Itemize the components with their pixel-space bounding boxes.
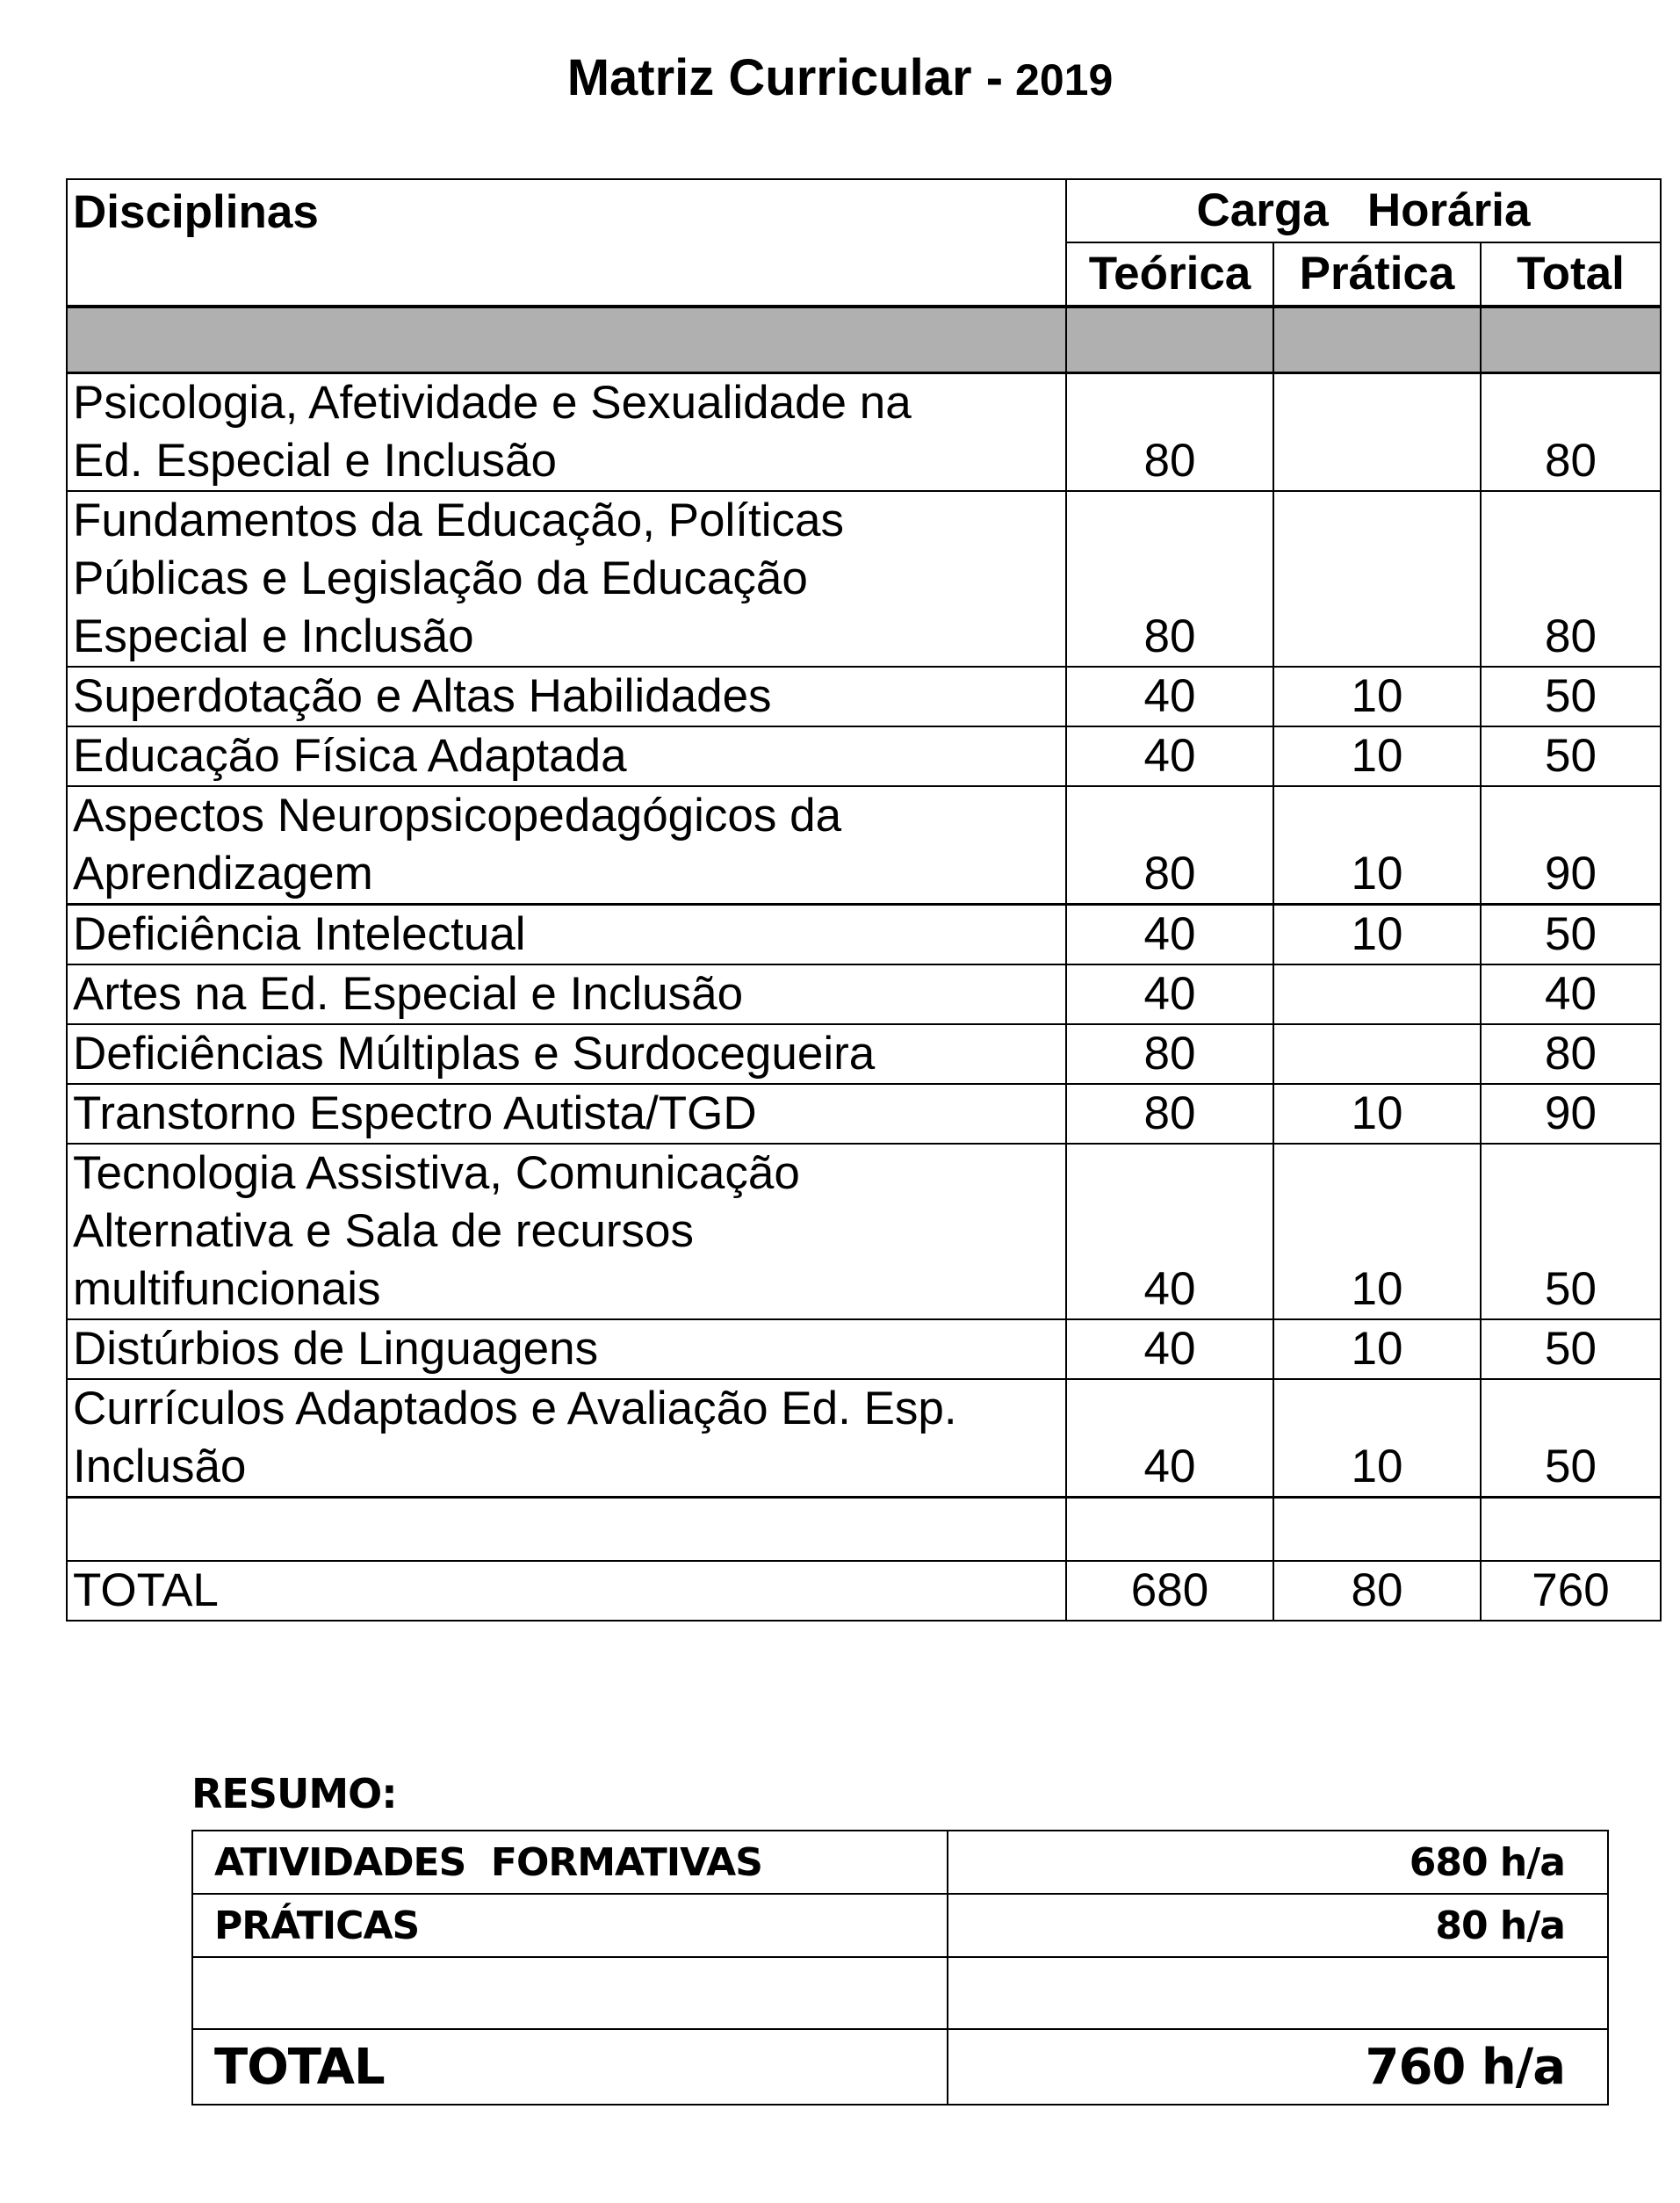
teorica-cell: 40 xyxy=(1066,1319,1273,1379)
table-row xyxy=(67,1024,1661,1084)
teorica-cell: 40 xyxy=(1066,1379,1273,1498)
pratica-cell: 10 xyxy=(1273,905,1481,965)
gray-cell xyxy=(1273,307,1481,373)
resumo-row xyxy=(192,1831,1608,1894)
resumo-row xyxy=(192,1894,1608,1957)
gray-cell xyxy=(1066,307,1273,373)
total-cell: 50 xyxy=(1481,1144,1661,1319)
resumo-empty-cell xyxy=(948,1957,1608,2029)
gray-cell xyxy=(1481,307,1661,373)
blank-cell xyxy=(1481,1498,1661,1562)
disciplina-line: Alternativa e Sala de recursos xyxy=(73,1205,695,1257)
resumo-empty-row xyxy=(192,1957,1608,2029)
table-row xyxy=(67,1319,1661,1379)
disciplina-cell xyxy=(67,1024,1066,1084)
pratica-cell xyxy=(1273,964,1481,1024)
teorica-cell: 40 xyxy=(1066,726,1273,786)
blank-cell xyxy=(1273,1498,1481,1562)
disciplina-line: Superdotação e Altas Habilidades xyxy=(73,670,772,722)
curriculum-table xyxy=(66,178,1662,1622)
title-year: 2019 xyxy=(1015,55,1114,105)
disciplina-line: Deficiências Múltiplas e Surdocegueira xyxy=(73,1028,876,1080)
teorica-cell: 80 xyxy=(1066,1084,1273,1144)
resumo-item-label: PRÁTICAS xyxy=(192,1894,948,1957)
pratica-cell xyxy=(1273,1024,1481,1084)
disciplina-line: Especial e Inclusão xyxy=(73,610,474,662)
total-cell: 50 xyxy=(1481,1319,1661,1379)
disciplina-cell xyxy=(67,491,1066,667)
disciplina-line: Fundamentos da Educação, Políticas xyxy=(73,495,844,546)
resumo-label: RESUMO: xyxy=(191,1770,397,1817)
disciplina-cell xyxy=(67,964,1066,1024)
total-label: TOTAL xyxy=(67,1561,1066,1621)
resumo-table xyxy=(191,1830,1609,2105)
disciplina-cell xyxy=(67,1379,1066,1498)
table-row xyxy=(67,491,1661,667)
header-row-top xyxy=(67,179,1661,242)
total-cell: 50 xyxy=(1481,1379,1661,1498)
blank-cell xyxy=(1066,1498,1273,1562)
pratica-cell: 10 xyxy=(1273,726,1481,786)
total-cell: 80 xyxy=(1481,373,1661,492)
total-pratica: 80 xyxy=(1273,1561,1481,1621)
total-cell: 90 xyxy=(1481,1084,1661,1144)
disciplina-line: Tecnologia Assistiva, Comunicação xyxy=(73,1147,800,1199)
teorica-cell: 80 xyxy=(1066,373,1273,492)
header-pratica: Prática xyxy=(1273,242,1481,307)
pratica-cell xyxy=(1273,373,1481,492)
table-row xyxy=(67,1379,1661,1498)
disciplina-cell xyxy=(67,905,1066,965)
teorica-cell: 40 xyxy=(1066,964,1273,1024)
disciplina-cell xyxy=(67,667,1066,726)
total-total: 760 xyxy=(1481,1561,1661,1621)
blank-cell xyxy=(67,1498,1066,1562)
table-row xyxy=(67,964,1661,1024)
header-teorica: Teórica xyxy=(1066,242,1273,307)
pratica-cell: 10 xyxy=(1273,1144,1481,1319)
disciplina-line: Educação Física Adaptada xyxy=(73,730,627,782)
pratica-cell xyxy=(1273,491,1481,667)
disciplina-cell xyxy=(67,1144,1066,1319)
teorica-cell: 40 xyxy=(1066,905,1273,965)
header-disciplinas: Disciplinas xyxy=(67,179,1066,307)
table-row xyxy=(67,1144,1661,1319)
title-text: Matriz Curricular - xyxy=(566,49,1004,106)
pratica-cell: 10 xyxy=(1273,1084,1481,1144)
disciplina-line: Artes na Ed. Especial e Inclusão xyxy=(73,968,744,1020)
teorica-cell: 80 xyxy=(1066,491,1273,667)
resumo-item-value: 680 h/a xyxy=(948,1831,1608,1894)
page-title xyxy=(0,48,1680,107)
disciplina-cell xyxy=(67,1084,1066,1144)
disciplina-line: Públicas e Legislação da Educação xyxy=(73,553,808,604)
teorica-cell: 80 xyxy=(1066,1024,1273,1084)
total-cell: 50 xyxy=(1481,726,1661,786)
disciplina-line: Deficiência Intelectual xyxy=(73,908,526,960)
total-cell: 80 xyxy=(1481,1024,1661,1084)
total-teorica: 680 xyxy=(1066,1561,1273,1621)
total-row xyxy=(67,1561,1661,1621)
disciplina-line: Inclusão xyxy=(73,1441,247,1492)
disciplina-line: Distúrbios de Linguagens xyxy=(73,1323,599,1375)
pratica-cell: 10 xyxy=(1273,1319,1481,1379)
pratica-cell: 10 xyxy=(1273,1379,1481,1498)
disciplina-line: Currículos Adaptados e Avaliação Ed. Esp. xyxy=(73,1383,957,1434)
table-row xyxy=(67,726,1661,786)
teorica-cell: 40 xyxy=(1066,667,1273,726)
disciplina-cell xyxy=(67,1319,1066,1379)
total-cell: 50 xyxy=(1481,667,1661,726)
disciplina-cell xyxy=(67,373,1066,492)
gray-separator-row xyxy=(67,307,1661,373)
header-total: Total xyxy=(1481,242,1661,307)
disciplina-cell xyxy=(67,786,1066,905)
total-cell: 40 xyxy=(1481,964,1661,1024)
teorica-cell: 40 xyxy=(1066,1144,1273,1319)
resumo-total-row xyxy=(192,2029,1608,2105)
blank-row xyxy=(67,1498,1661,1562)
disciplina-line: Aprendizagem xyxy=(73,848,373,899)
total-cell: 80 xyxy=(1481,491,1661,667)
resumo-empty-cell xyxy=(192,1957,948,2029)
disciplina-line: Aspectos Neuropsicopedagógicos da xyxy=(73,790,842,841)
disciplina-cell xyxy=(67,726,1066,786)
table-row xyxy=(67,1084,1661,1144)
resumo-item-label: ATIVIDADES FORMATIVAS xyxy=(192,1831,948,1894)
resumo-total-value: 760 h/a xyxy=(948,2029,1608,2105)
disciplina-line: Ed. Especial e Inclusão xyxy=(73,435,557,487)
table-row xyxy=(67,373,1661,492)
teorica-cell: 80 xyxy=(1066,786,1273,905)
pratica-cell: 10 xyxy=(1273,786,1481,905)
table-row xyxy=(67,905,1661,965)
total-cell: 90 xyxy=(1481,786,1661,905)
disciplina-line: multifuncionais xyxy=(73,1263,381,1315)
header-carga-horaria: Carga Horária xyxy=(1066,179,1661,242)
resumo-total-label: TOTAL xyxy=(192,2029,948,2105)
resumo-item-value: 80 h/a xyxy=(948,1894,1608,1957)
gray-cell xyxy=(67,307,1066,373)
disciplina-line: Transtorno Espectro Autista/TGD xyxy=(73,1087,757,1139)
pratica-cell: 10 xyxy=(1273,667,1481,726)
total-cell: 50 xyxy=(1481,905,1661,965)
table-row xyxy=(67,786,1661,905)
disciplina-line: Psicologia, Afetividade e Sexualidade na xyxy=(73,377,912,429)
table-row xyxy=(67,667,1661,726)
